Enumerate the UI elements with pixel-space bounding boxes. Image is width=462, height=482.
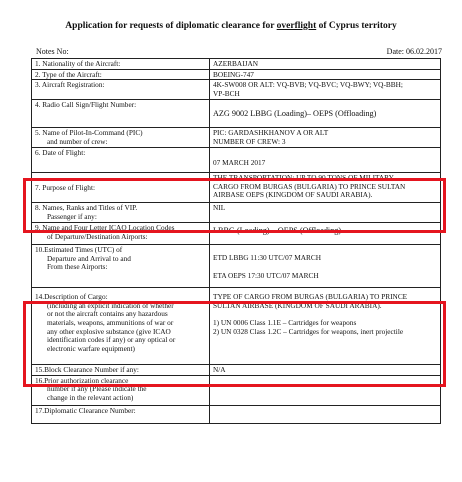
row-value: N/A [210, 365, 441, 376]
table-row [32, 375, 441, 405]
row-value: BOEING-747 [210, 69, 441, 80]
row-label: 7. Purpose of Flight: [32, 173, 210, 203]
row-label: 16.Prior authorization clearance number if any (Please indicate the change in the relevant action) [32, 375, 210, 405]
table-row [32, 203, 441, 223]
row-value: 4K-SW008 OR ALT: VQ-BVB; VQ-BVC; VQ-BWY; VQ-BBH; VP-BCH [210, 80, 441, 100]
table-row [32, 173, 441, 203]
table-row [32, 100, 441, 128]
table-row [32, 288, 441, 365]
clearance-form-table [31, 58, 441, 424]
row-label: 4. Radio Call Sign/Flight Number: [32, 100, 210, 128]
title-text-underlined: overflight [276, 21, 317, 31]
document-date: Date: 06.02.2017 [386, 47, 442, 56]
notes-label: Notes No: [36, 47, 69, 56]
table-row [32, 365, 441, 376]
row-label: 6. Date of Flight: [32, 148, 210, 173]
row-value: NIL [210, 203, 441, 223]
row-label: 8. Names, Ranks and Titles of VIP. Passenger if any: [32, 203, 210, 223]
row-label: 10.Estimated Times (UTC) of Departure and Arrival to and From these Airports: [32, 245, 210, 288]
row-label: 2. Type of the Aircraft: [32, 69, 210, 80]
row-value [210, 375, 441, 405]
row-label: 1. Nationality of the Aircraft: [32, 59, 210, 70]
row-value: 07 MARCH 2017 [210, 148, 441, 173]
row-label: 14.Description of Cargo: (including an explicit indication of whether or not the aircraft contains any hazardous materials, weapons, ammunitions of war or any other explosive substance (give ICAO identification codes if any) or any optical or electronic warfare equipment) [32, 288, 210, 365]
row-label: 3. Aircraft Registration: [32, 80, 210, 100]
row-value: AZG 9002 LBBG (Loading)– OEPS (Offloading) [210, 100, 441, 128]
table-row [32, 69, 441, 80]
row-value: PIC: GARDASHKHANOV A OR ALT NUMBER OF CREW: 3 [210, 128, 441, 148]
table-row [32, 59, 441, 70]
table-row [32, 80, 441, 100]
row-value: THE TRANSPORTATION: UP TO 90 TONS OF MILITARY CARGO FROM BURGAS (BULGARIA) TO PRINCE SULTAN AIRBASE OEPS (KINGDOM OF SAUDI ARABIA). [210, 173, 441, 203]
table-row [32, 405, 441, 423]
table-row [32, 245, 441, 288]
row-value: AZERBAIJAN [210, 59, 441, 70]
table-row [32, 223, 441, 245]
row-label: 17.Diplomatic Clearance Number: [32, 405, 210, 423]
title-text-pre: Application for requests of diplomatic clearance for [65, 21, 275, 31]
row-label: 9. Name and Four Letter ICAO Location Codes of Departure/Destination Airports: [32, 223, 210, 245]
table-row [32, 128, 441, 148]
title-text-post: of Cyprus territory [318, 21, 397, 31]
row-value: LBBG (Loading) – OEPS (Offloading) [210, 223, 441, 245]
row-value [210, 405, 441, 423]
table-row [32, 148, 441, 173]
row-label: 5. Name of Pilot-In-Command (PIC) and number of crew: [32, 128, 210, 148]
row-label: 15.Block Clearance Number if any: [32, 365, 210, 376]
row-value: ETD LBBG 11:30 UTC/07 MARCH ETA OEPS 17:30 UTC/07 MARCH [210, 245, 441, 288]
row-value: TYPE OF CARGO FROM BURGAS (BULGARIA) TO PRINCE SULTAN AIRBASE (KINGDOM OF SAUDI ARABIA). 1) UN 0006 Class 1.1E – Cartridges for weapons 2) UN 0328 Class 1.2C – Cartridges for weapons, inert projectile [210, 288, 441, 365]
document-title [0, 21, 462, 31]
